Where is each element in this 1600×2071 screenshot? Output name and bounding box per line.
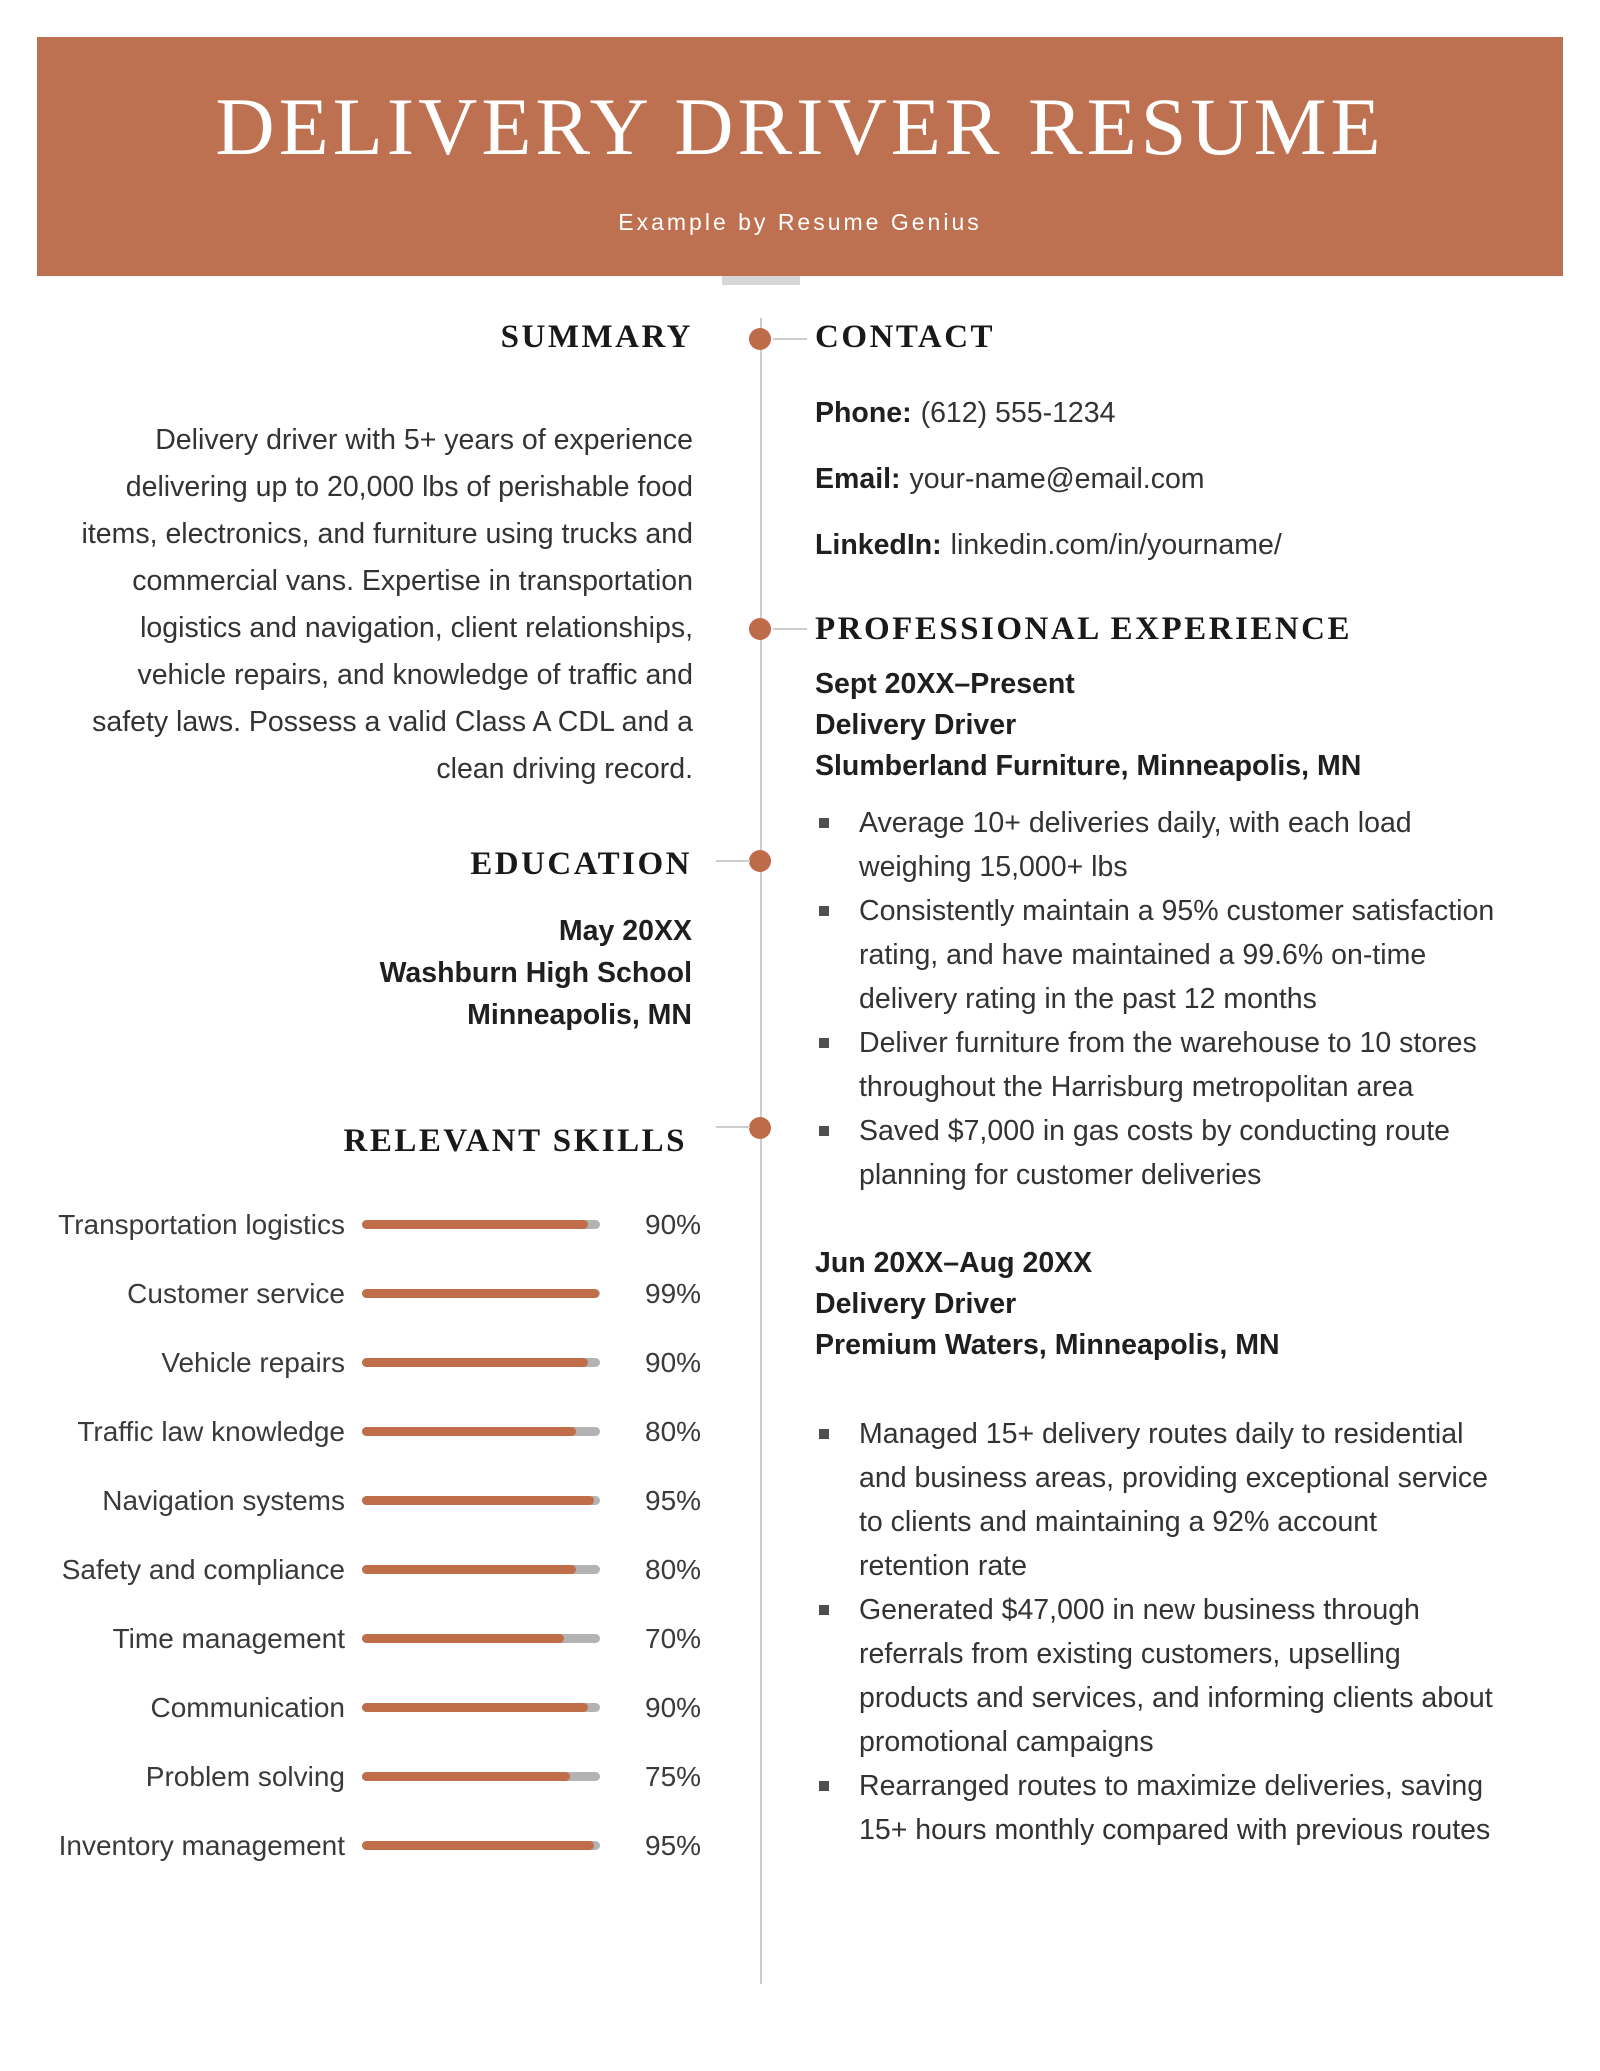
bullet-item xyxy=(815,801,1495,889)
bullet-item xyxy=(815,1764,1495,1852)
education-date: May 20XX xyxy=(558,915,692,947)
contact-list xyxy=(815,392,1282,590)
experience-connector-line xyxy=(773,628,807,630)
bullet-text: Generated $47,000 in new business through referrals from existing customers, upselling products and services, and informing clients about promotional campaigns xyxy=(859,1594,1493,1758)
bullet-text: Rearranged routes to maximize deliveries, saving 15+ hours monthly compared with previous routes xyxy=(859,1770,1491,1846)
skill-bar-fill xyxy=(362,1220,588,1229)
skill-percent: 70% xyxy=(645,1622,702,1654)
bullet-text: Consistently maintain a 95% customer satisfaction rating, and have maintained a 99.6% on-time delivery rating in the past 12 months xyxy=(859,895,1495,1015)
skill-percent: 90% xyxy=(645,1346,702,1378)
skill-percent: 95% xyxy=(645,1829,702,1861)
skill-percent: 90% xyxy=(645,1208,702,1240)
skill-percent: 75% xyxy=(645,1760,702,1792)
skill-bar-track xyxy=(362,1703,600,1712)
column-divider-line xyxy=(760,318,762,1984)
contact-label: LinkedIn: xyxy=(815,529,942,561)
job-header xyxy=(815,664,1505,787)
square-bullet-icon xyxy=(819,1126,829,1136)
skill-bar-fill xyxy=(362,1841,594,1850)
skill-bar-track xyxy=(362,1220,600,1229)
skills-connector-line xyxy=(716,1126,750,1128)
education-block xyxy=(380,910,692,1036)
education-location: Minneapolis, MN xyxy=(467,999,692,1031)
job-title: Delivery Driver xyxy=(815,709,1017,741)
skill-percent: 90% xyxy=(645,1691,702,1723)
skill-bar-track xyxy=(362,1496,600,1505)
square-bullet-icon xyxy=(819,818,829,828)
skill-label: Vehicle repairs xyxy=(161,1346,345,1378)
job-bullet-list xyxy=(815,1412,1495,1852)
contact-value: linkedin.com/in/yourname/ xyxy=(950,529,1282,561)
bullet-item xyxy=(815,1021,1495,1109)
skills-section-dot-icon xyxy=(749,1117,771,1139)
skill-label: Problem solving xyxy=(145,1760,345,1792)
skill-bar-fill xyxy=(362,1289,599,1298)
skill-percent: 95% xyxy=(645,1484,702,1516)
job-dates: Jun 20XX–Aug 20XX xyxy=(815,1247,1093,1279)
job-dates: Sept 20XX–Present xyxy=(815,668,1075,700)
skill-bar-fill xyxy=(362,1358,588,1367)
education-section-dot-icon xyxy=(749,850,771,872)
skill-label: Customer service xyxy=(127,1277,345,1309)
skill-row xyxy=(40,1397,720,1466)
skill-bar-fill xyxy=(362,1703,588,1712)
skill-label: Traffic law knowledge xyxy=(77,1415,345,1447)
job-title: Delivery Driver xyxy=(815,1288,1017,1320)
skill-row xyxy=(40,1673,720,1742)
bullet-item xyxy=(815,1412,1495,1588)
job-header xyxy=(815,1243,1505,1366)
bullet-text: Saved $7,000 in gas costs by conducting route planning for customer deliveries xyxy=(859,1115,1450,1191)
contact-value: (612) 555-1234 xyxy=(920,397,1116,429)
summary-paragraph: Delivery driver with 5+ years of experience delivering up to 20,000 lbs of perishable food items, electronics, and furniture using trucks and commercial vans. Expertise in transportation logistics and navigation, client relationships, vehicle repairs, and knowledge of traffic and safety laws. Possess a valid Class A CDL and a clean driving record. xyxy=(81,423,693,785)
skill-bar-track xyxy=(362,1289,600,1298)
experience-heading: PROFESSIONAL EXPERIENCE xyxy=(815,611,1353,647)
skill-percent: 80% xyxy=(645,1415,702,1447)
experience-list xyxy=(815,664,1505,1852)
bullet-text: Average 10+ deliveries daily, with each load weighing 15,000+ lbs xyxy=(859,807,1412,883)
skill-bar-track xyxy=(362,1565,600,1574)
skill-label: Inventory management xyxy=(58,1829,345,1861)
banner-subtitle: Example by Resume Genius xyxy=(618,209,982,235)
skill-row xyxy=(40,1190,720,1259)
bullet-item xyxy=(815,889,1495,1021)
skill-bar-track xyxy=(362,1634,600,1643)
skill-row xyxy=(40,1466,720,1535)
square-bullet-icon xyxy=(819,1038,829,1048)
skill-label: Communication xyxy=(150,1691,345,1723)
square-bullet-icon xyxy=(819,1781,829,1791)
skill-bar-track xyxy=(362,1358,600,1367)
skill-label: Safety and compliance xyxy=(61,1553,345,1585)
skill-bar-fill xyxy=(362,1772,570,1781)
job-company: Premium Waters, Minneapolis, MN xyxy=(815,1329,1280,1361)
experience-section-dot-icon xyxy=(749,618,771,640)
skill-row xyxy=(40,1742,720,1811)
contact-connector-line xyxy=(773,338,807,340)
bullet-item xyxy=(815,1588,1495,1764)
contact-row xyxy=(815,524,1282,566)
banner xyxy=(37,37,1563,276)
contact-row xyxy=(815,392,1282,434)
skill-bar-fill xyxy=(362,1427,576,1436)
bullet-text: Managed 15+ delivery routes daily to residential and business areas, providing exceptional service to clients and maintaining a 92% account retention rate xyxy=(859,1418,1488,1582)
education-heading: EDUCATION xyxy=(470,846,692,882)
contact-section-dot-icon xyxy=(749,328,771,350)
skill-percent: 80% xyxy=(645,1553,702,1585)
skill-bar-track xyxy=(362,1427,600,1436)
education-connector-line xyxy=(716,860,750,862)
skill-bar-track xyxy=(362,1841,600,1850)
skill-label: Navigation systems xyxy=(102,1484,345,1516)
skill-bar-track xyxy=(362,1772,600,1781)
skill-percent: 99% xyxy=(645,1277,702,1309)
page-title: DELIVERY DRIVER RESUME xyxy=(215,81,1385,172)
skill-bar-fill xyxy=(362,1565,576,1574)
contact-heading: CONTACT xyxy=(815,319,996,355)
square-bullet-icon xyxy=(819,906,829,916)
skill-row xyxy=(40,1535,720,1604)
contact-label: Email: xyxy=(815,463,901,495)
skill-row xyxy=(40,1604,720,1673)
job-company: Slumberland Furniture, Minneapolis, MN xyxy=(815,750,1362,782)
contact-value: your-name@email.com xyxy=(909,463,1205,495)
skill-row xyxy=(40,1259,720,1328)
square-bullet-icon xyxy=(819,1605,829,1615)
summary-heading: SUMMARY xyxy=(500,319,693,355)
education-school: Washburn High School xyxy=(379,957,692,989)
skill-row xyxy=(40,1811,720,1880)
skill-label: Transportation logistics xyxy=(58,1208,345,1240)
square-bullet-icon xyxy=(819,1429,829,1439)
contact-label: Phone: xyxy=(815,397,912,429)
job-bullet-list xyxy=(815,801,1495,1197)
skills-heading: RELEVANT SKILLS xyxy=(343,1123,687,1159)
skill-row xyxy=(40,1328,720,1397)
skill-bar-fill xyxy=(362,1496,594,1505)
skill-label: Time management xyxy=(112,1622,345,1654)
bullet-item xyxy=(815,1109,1495,1197)
contact-row xyxy=(815,458,1282,500)
skills-list xyxy=(40,1190,720,1880)
banner-tab-decoration xyxy=(722,276,800,285)
skill-bar-fill xyxy=(362,1634,564,1643)
bullet-text: Deliver furniture from the warehouse to 10 stores throughout the Harrisburg metropolitan area xyxy=(859,1027,1477,1103)
